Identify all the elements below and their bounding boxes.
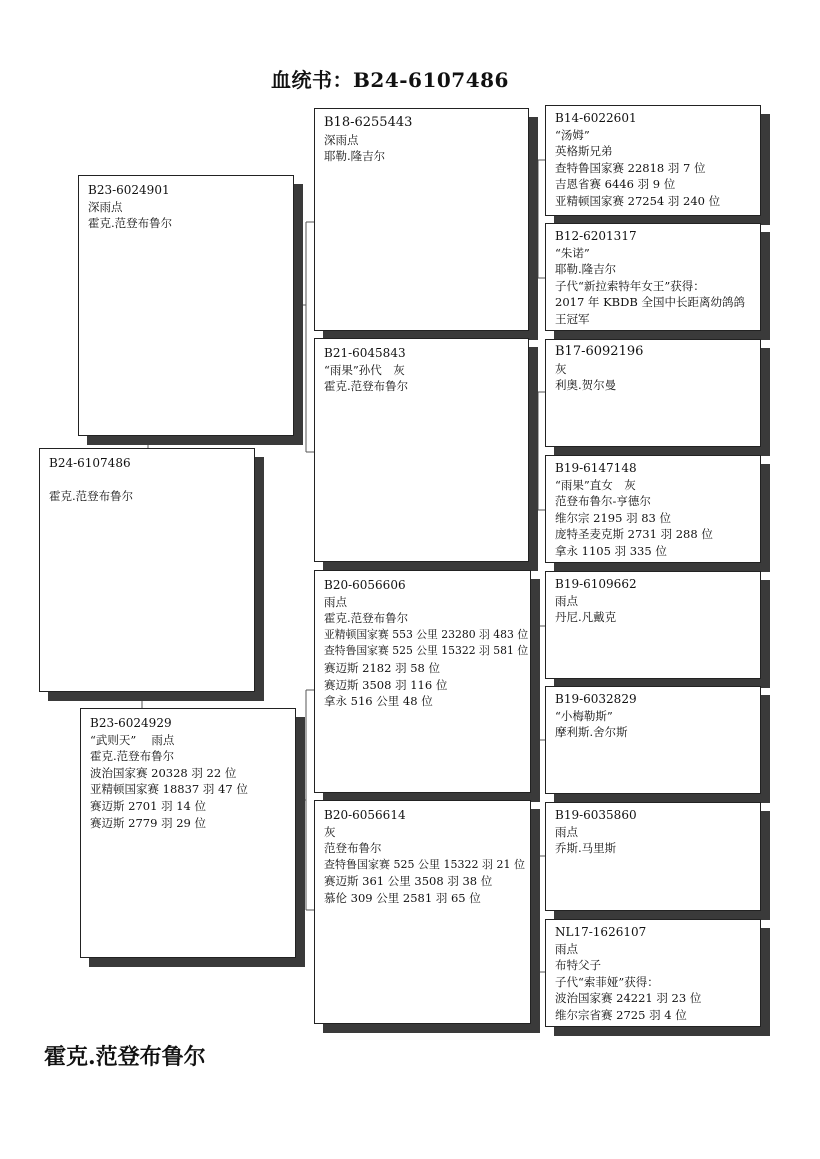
race-result: 赛迈斯 2701 羽 14 位 — [90, 798, 207, 813]
detail-line: “汤姆” — [555, 127, 590, 142]
detail-line: 雨点 — [555, 824, 578, 839]
great-grandparent-card-8 — [545, 919, 761, 1027]
race-result: 维尔宗省赛 2725 羽 4 位 — [555, 1007, 687, 1022]
breeder-name: 耶勒.隆吉尔 — [555, 262, 617, 277]
breeder-name: 范登布鲁尔 — [324, 841, 382, 856]
offspring-note: 2017 年 KBDB 全国中长距离幼鸽鸽 — [555, 295, 745, 310]
race-result: 吉恩省赛 6446 羽 9 位 — [555, 177, 676, 192]
race-result: 赛迈斯 3508 羽 116 位 — [324, 677, 448, 692]
ring-number: NL17-1626107 — [555, 925, 647, 939]
ring-number: B19-6147148 — [555, 461, 637, 475]
detail-line: 雨点 — [555, 593, 578, 608]
detail-line: “武则天” 雨点 — [90, 732, 175, 747]
race-result: 亚精顿国家赛 27254 羽 240 位 — [555, 193, 721, 208]
offspring-note: 子代“新拉索特年女王”获得： — [555, 278, 705, 293]
breeder-name: 霍克.范登布鲁尔 — [90, 749, 175, 764]
detail-line: 雨点 — [324, 594, 347, 609]
ring-number: B19-6109662 — [555, 577, 637, 591]
pedigree-title: 血统书：B24-6107486 — [271, 68, 509, 92]
breeder-name: 英格斯兄弟 — [555, 144, 613, 159]
race-result: 查特鲁国家赛 525 公里 15322 羽 21 位 — [324, 857, 525, 871]
race-result: 庞特圣麦克斯 2731 羽 288 位 — [555, 527, 713, 542]
great-grandparent-card-5 — [545, 571, 761, 679]
breeder-name: 布特父子 — [555, 958, 601, 973]
ring-number: B20-6056606 — [324, 578, 406, 592]
detail-line: “雨果”孙代 灰 — [324, 362, 405, 377]
offspring-note: 子代“索菲娅”获得： — [555, 974, 659, 989]
race-result: 维尔宗 2195 羽 83 位 — [555, 510, 672, 525]
great-grandparent-card-7 — [545, 802, 761, 911]
great-grandparent-card-2 — [545, 223, 761, 331]
breeder-name: 丹尼.凡戴克 — [555, 610, 617, 625]
ring-number: B24-6107486 — [49, 456, 131, 470]
ring-number: B19-6035860 — [555, 808, 637, 822]
breeder-name: 霍克.范登布鲁尔 — [88, 216, 173, 231]
race-result: 波治国家赛 20328 羽 22 位 — [90, 765, 237, 780]
detail-line: “雨果”直女 灰 — [555, 477, 636, 492]
detail-line — [49, 472, 246, 489]
ring-number: B19-6032829 — [555, 692, 637, 706]
ring-number: B21-6045843 — [324, 346, 406, 360]
detail-line: 深雨点 — [88, 199, 123, 214]
sire-card — [78, 175, 294, 436]
offspring-note: 王冠军 — [555, 311, 590, 326]
race-result: 拿永 1105 羽 335 位 — [555, 543, 667, 558]
detail-line: “小梅勒斯” — [555, 708, 613, 723]
great-grandparent-card-1 — [545, 105, 761, 216]
race-result: 查特鲁国家赛 525 公里 15322 羽 581 位 — [324, 644, 529, 658]
breeder-name: 霍克.范登布鲁尔 — [324, 379, 409, 394]
detail-line: 灰 — [324, 824, 336, 839]
race-result: 赛迈斯 2182 羽 58 位 — [324, 660, 441, 675]
breeder-name: 利奥.贺尔曼 — [555, 378, 617, 393]
great-grandparent-card-4 — [545, 455, 761, 563]
race-result: 赛迈斯 2779 羽 29 位 — [90, 815, 207, 830]
detail-line: “朱诺” — [555, 245, 590, 260]
race-result: 赛迈斯 361 公里 3508 羽 38 位 — [324, 874, 493, 889]
ring-number: B14-6022601 — [555, 111, 637, 125]
detail-line: 深雨点 — [324, 132, 359, 147]
race-result: 亚精顿国家赛 553 公里 23280 羽 483 位 — [324, 627, 529, 641]
breeder-name: 范登布鲁尔-亨德尔 — [555, 494, 651, 509]
subject-pigeon-card — [39, 448, 255, 692]
sire-dam-card — [314, 338, 529, 562]
owner-name: 霍克.范登布鲁尔 — [44, 1044, 206, 1070]
breeder-name: 霍克.范登布鲁尔 — [324, 611, 409, 626]
great-grandparent-card-6 — [545, 686, 761, 794]
detail-line: 灰 — [555, 361, 567, 376]
breeder-name: 摩利斯.舍尔斯 — [555, 725, 628, 740]
breeder-name: 霍克.范登布鲁尔 — [49, 489, 134, 504]
race-result: 波治国家赛 24221 羽 23 位 — [555, 991, 702, 1006]
race-result: 慕伦 309 公里 2581 羽 65 位 — [324, 890, 481, 905]
dam-dam-card — [314, 800, 531, 1024]
breeder-name: 耶勒.隆吉尔 — [324, 149, 386, 164]
sire-sire-card — [314, 108, 529, 331]
race-result: 亚精顿国家赛 18837 羽 47 位 — [90, 782, 248, 797]
dam-sire-card — [314, 570, 531, 793]
ring-number: B12-6201317 — [555, 229, 637, 243]
breeder-name: 乔斯.马里斯 — [555, 841, 617, 856]
great-grandparent-card-3 — [545, 339, 761, 447]
ring-number: B18-6255443 — [324, 115, 413, 130]
ring-number: B23-6024929 — [90, 716, 172, 730]
race-result: 查特鲁国家赛 22818 羽 7 位 — [555, 160, 706, 175]
ring-number: B20-6056614 — [324, 808, 406, 822]
dam-card — [80, 708, 296, 958]
detail-line: 雨点 — [555, 941, 578, 956]
race-result: 拿永 516 公里 48 位 — [324, 694, 433, 709]
ring-number: B23-6024901 — [88, 183, 170, 197]
ring-number: B17-6092196 — [555, 344, 644, 359]
